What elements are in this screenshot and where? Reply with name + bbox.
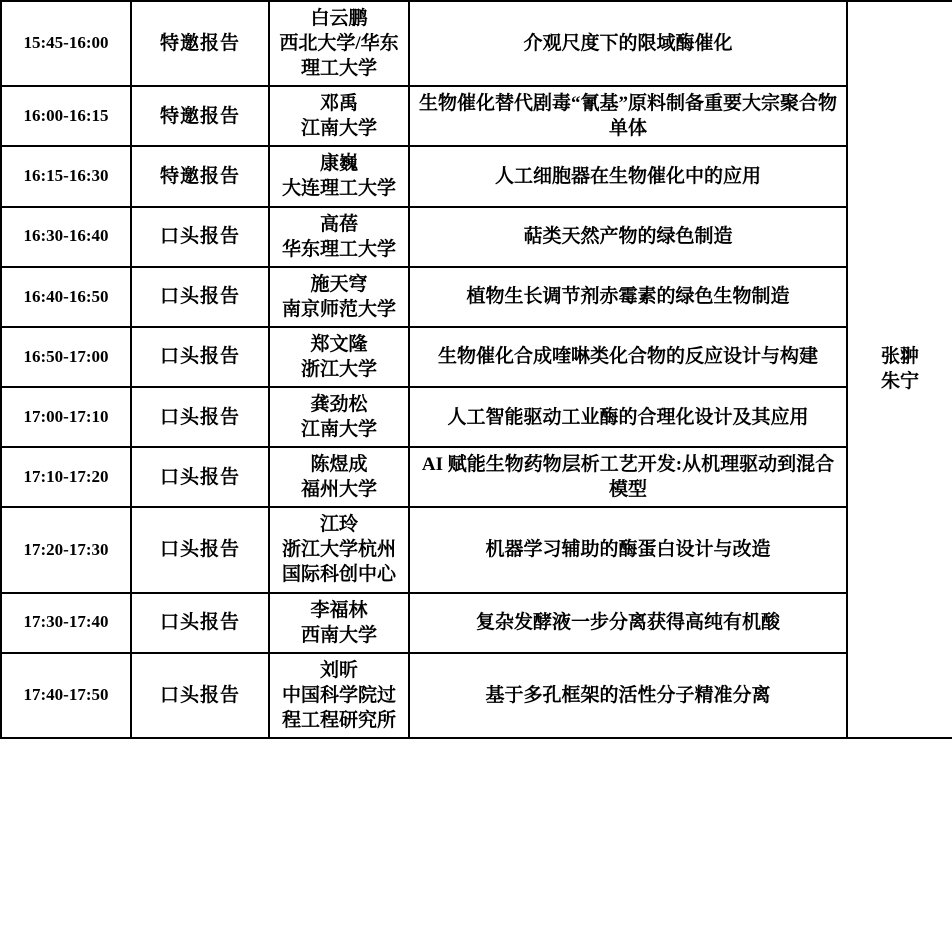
speaker-name: 邓禹 <box>319 93 358 115</box>
speaker-name: 郑文隆 <box>310 333 368 355</box>
speaker-affiliation: 西北大学/华东 <box>279 33 399 55</box>
table-row <box>1 267 952 327</box>
table-row <box>1 1 952 86</box>
session-time: 16:15-16:30 <box>1 146 131 206</box>
session-type: 特邀报告 <box>131 86 269 146</box>
session-type: 口头报告 <box>131 593 269 653</box>
session-time: 16:40-16:50 <box>1 267 131 327</box>
talk-title: 复杂发酵液一步分离获得高纯有机酸 <box>409 593 847 653</box>
speaker-info <box>269 447 409 507</box>
session-type: 特邀报告 <box>131 1 269 86</box>
speaker-name: 陈煜成 <box>310 454 368 476</box>
table-row <box>1 507 952 592</box>
speaker-name: 李福林 <box>310 599 368 621</box>
table-row <box>1 207 952 267</box>
speaker-name: 龚劲松 <box>310 394 368 416</box>
session-type: 特邀报告 <box>131 146 269 206</box>
session-chair <box>847 1 952 738</box>
speaker-info <box>269 593 409 653</box>
session-time: 17:00-17:10 <box>1 387 131 447</box>
talk-title: 基于多孔框架的活性分子精准分离 <box>409 653 847 738</box>
speaker-affiliation: 浙江大学 <box>300 358 377 380</box>
table-row <box>1 387 952 447</box>
session-type: 口头报告 <box>131 447 269 507</box>
table-row <box>1 653 952 738</box>
speaker-affiliation: 中国科学院过 <box>281 684 396 706</box>
chair-name: 张翀 <box>880 346 919 368</box>
table-row <box>1 146 952 206</box>
talk-title: AI 赋能生物药物层析工艺开发:从机理驱动到混合模型 <box>409 447 847 507</box>
talk-title: 人工细胞器在生物催化中的应用 <box>409 146 847 206</box>
session-type: 口头报告 <box>131 387 269 447</box>
speaker-info <box>269 267 409 327</box>
session-time: 17:30-17:40 <box>1 593 131 653</box>
session-type: 口头报告 <box>131 653 269 738</box>
speaker-info <box>269 327 409 387</box>
chair-name: 朱宁 <box>880 371 919 393</box>
speaker-affiliation: 程工程研究所 <box>281 709 396 731</box>
speaker-name: 康巍 <box>319 153 358 175</box>
talk-title: 人工智能驱动工业酶的合理化设计及其应用 <box>409 387 847 447</box>
table-row <box>1 86 952 146</box>
talk-title: 生物催化合成喹啉类化合物的反应设计与构建 <box>409 327 847 387</box>
session-type: 口头报告 <box>131 207 269 267</box>
session-type: 口头报告 <box>131 507 269 592</box>
speaker-info <box>269 507 409 592</box>
talk-title: 生物催化替代剧毒“氰基”原料制备重要大宗聚合物单体 <box>409 86 847 146</box>
session-time: 17:20-17:30 <box>1 507 131 592</box>
speaker-affiliation: 国际科创中心 <box>281 564 396 586</box>
speaker-affiliation: 理工大学 <box>300 58 377 80</box>
speaker-affiliation: 西南大学 <box>300 624 377 646</box>
speaker-info <box>269 207 409 267</box>
session-time: 17:10-17:20 <box>1 447 131 507</box>
talk-title: 介观尺度下的限域酶催化 <box>409 1 847 86</box>
speaker-affiliation: 江南大学 <box>300 419 377 441</box>
speaker-info <box>269 1 409 86</box>
speaker-affiliation: 福州大学 <box>300 479 377 501</box>
table-row <box>1 593 952 653</box>
schedule-body <box>1 1 952 738</box>
talk-title: 萜类天然产物的绿色制造 <box>409 207 847 267</box>
session-time: 17:40-17:50 <box>1 653 131 738</box>
speaker-affiliation: 浙江大学杭州 <box>281 539 396 561</box>
speaker-affiliation: 江南大学 <box>300 118 377 140</box>
talk-title: 机器学习辅助的酶蛋白设计与改造 <box>409 507 847 592</box>
speaker-info <box>269 86 409 146</box>
speaker-name: 高蓓 <box>319 213 358 235</box>
session-time: 16:50-17:00 <box>1 327 131 387</box>
speaker-affiliation: 南京师范大学 <box>281 298 396 320</box>
session-time: 16:30-16:40 <box>1 207 131 267</box>
session-time: 16:00-16:15 <box>1 86 131 146</box>
speaker-name: 施天穹 <box>310 273 368 295</box>
table-row <box>1 447 952 507</box>
speaker-name: 白云鹏 <box>310 8 368 29</box>
speaker-info <box>269 146 409 206</box>
session-time: 15:45-16:00 <box>1 1 131 86</box>
speaker-name: 刘昕 <box>319 659 358 681</box>
table-row <box>1 327 952 387</box>
speaker-info <box>269 387 409 447</box>
talk-title: 植物生长调节剂赤霉素的绿色生物制造 <box>409 267 847 327</box>
speaker-name: 江玲 <box>319 514 358 536</box>
speaker-info <box>269 653 409 738</box>
session-type: 口头报告 <box>131 327 269 387</box>
session-type: 口头报告 <box>131 267 269 327</box>
speaker-affiliation: 华东理工大学 <box>281 238 396 260</box>
speaker-affiliation: 大连理工大学 <box>281 178 396 200</box>
